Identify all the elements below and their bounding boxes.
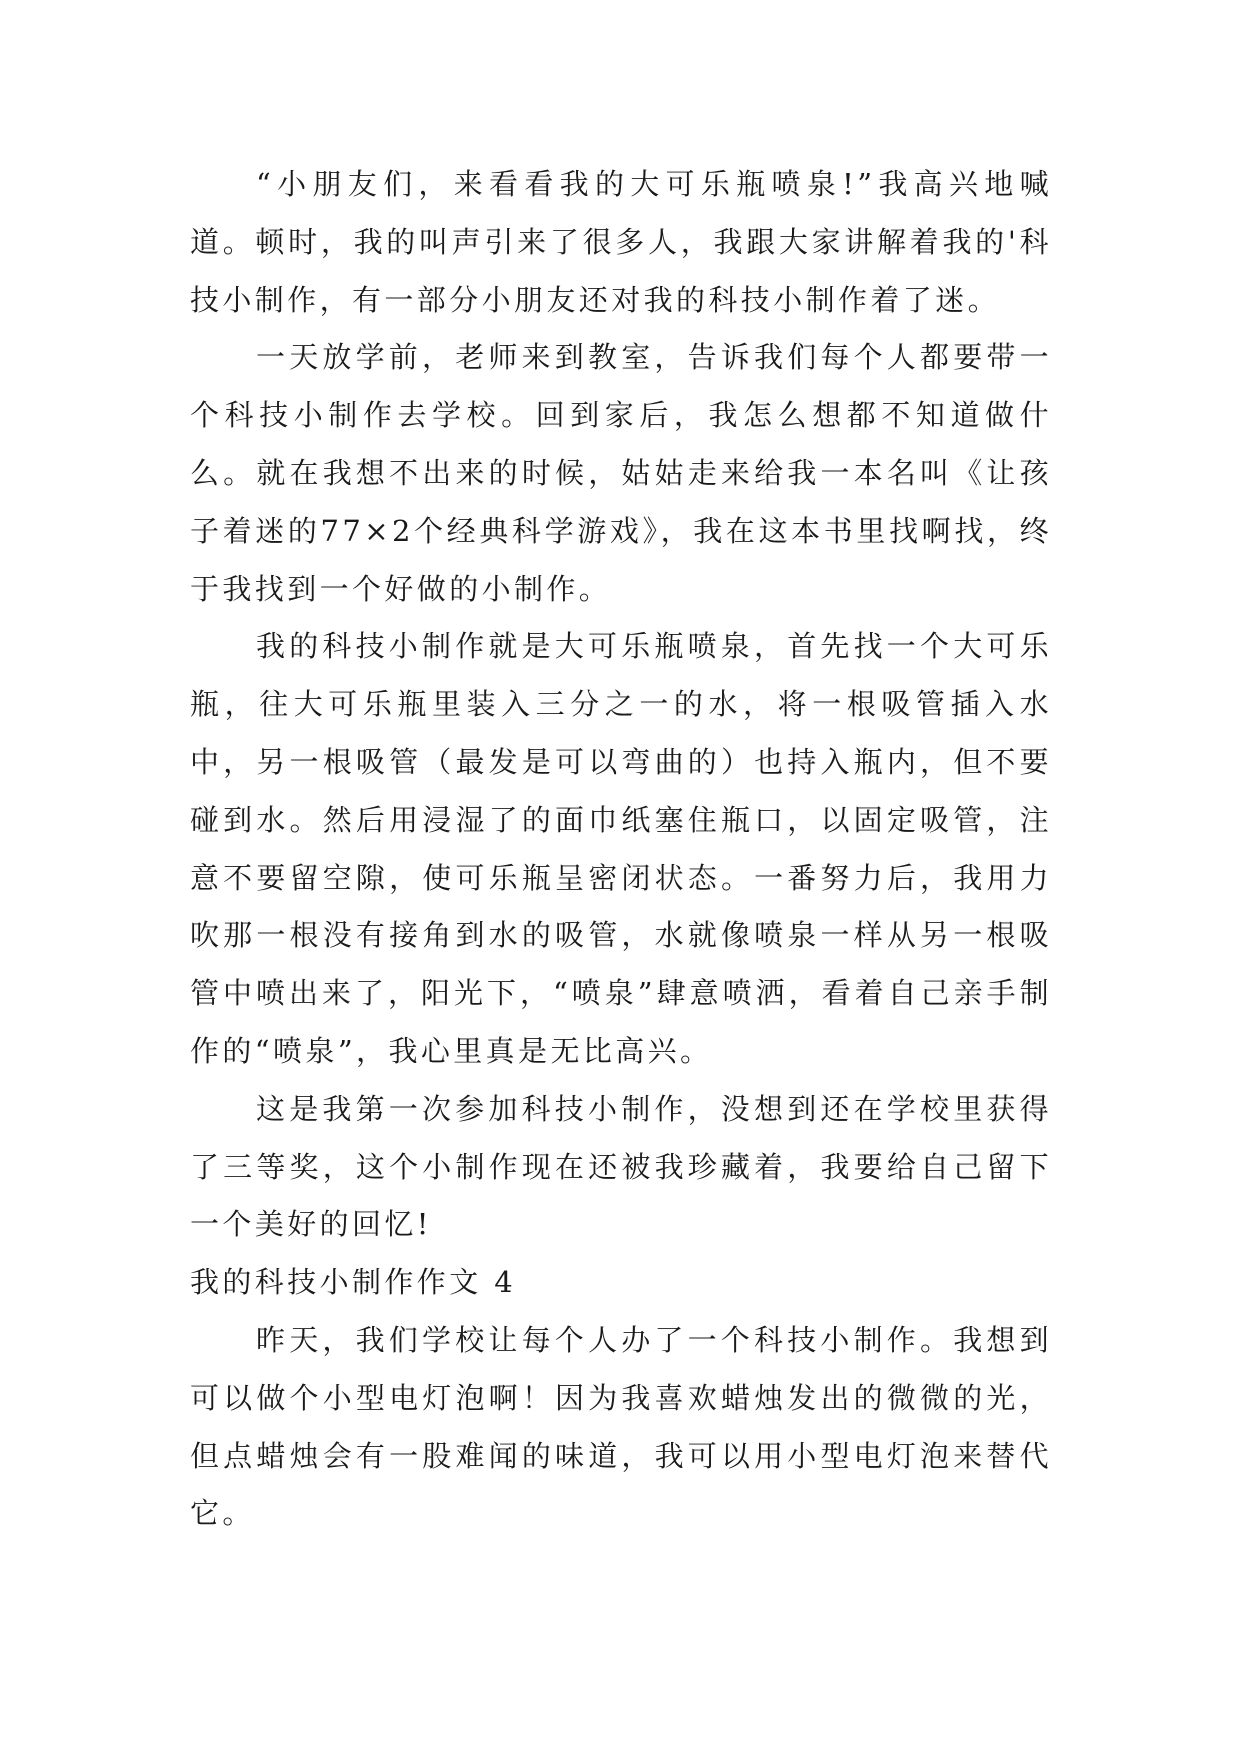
paragraph-light-bulb: 昨天，我们学校让每个人办了一个科技小制作。我想到可以做个小型电灯泡啊！因为我喜欢蜡烛发出的微微的光，但点蜡烛会有一股难闻的味道，我可以用小型电灯泡来替代它。 <box>190 1322 1052 1531</box>
paragraph-award: 这是我第一次参加科技小制作，没想到还在学校里获得了三等奖，这个小制作现在还被我珍藏着，我要给自己留下一个美好的回忆! <box>190 1091 1052 1242</box>
document-body <box>190 156 1052 1543</box>
paragraph-fountain-intro: “小朋友们，来看看我的大可乐瓶喷泉!”我高兴地喊道。顿时，我的叫声引来了很多人，我跟大家讲解着我的'科技小制作，有一部分小朋友还对我的科技小制作着了迷。 <box>190 167 1052 317</box>
section-title: 我的科技小制作作文 4 <box>190 1265 517 1300</box>
paragraph-fountain-steps: 我的科技小制作就是大可乐瓶喷泉，首先找一个大可乐瓶，往大可乐瓶里装入三分之一的水，将一根吸管插入水中，另一根吸管（最发是可以弯曲的）也持入瓶内，但不要碰到水。然后用浸湿了的面巾纸塞住瓶口，以固定吸管，注意不要留空隙，使可乐瓶呈密闭状态。一番努力后，我用力吹那一根没有接角到水的吸管，水就像喷泉一样从另一根吸管中喷出来了，阳光下，“喷泉”肆意喷洒，看着自己亲手制作的“喷泉”，我心里真是无比高兴。 <box>190 629 1052 1068</box>
paragraph-homework: 一天放学前，老师来到教室，告诉我们每个人都要带一个科技小制作去学校。回到家后，我怎么想都不知道做什么。就在我想不出来的时候，姑姑走来给我一本名叫《让孩子着迷的77×2个经典科学游戏》，我在这本书里找啊找，终于我找到一个好做的小制作。 <box>190 340 1052 606</box>
